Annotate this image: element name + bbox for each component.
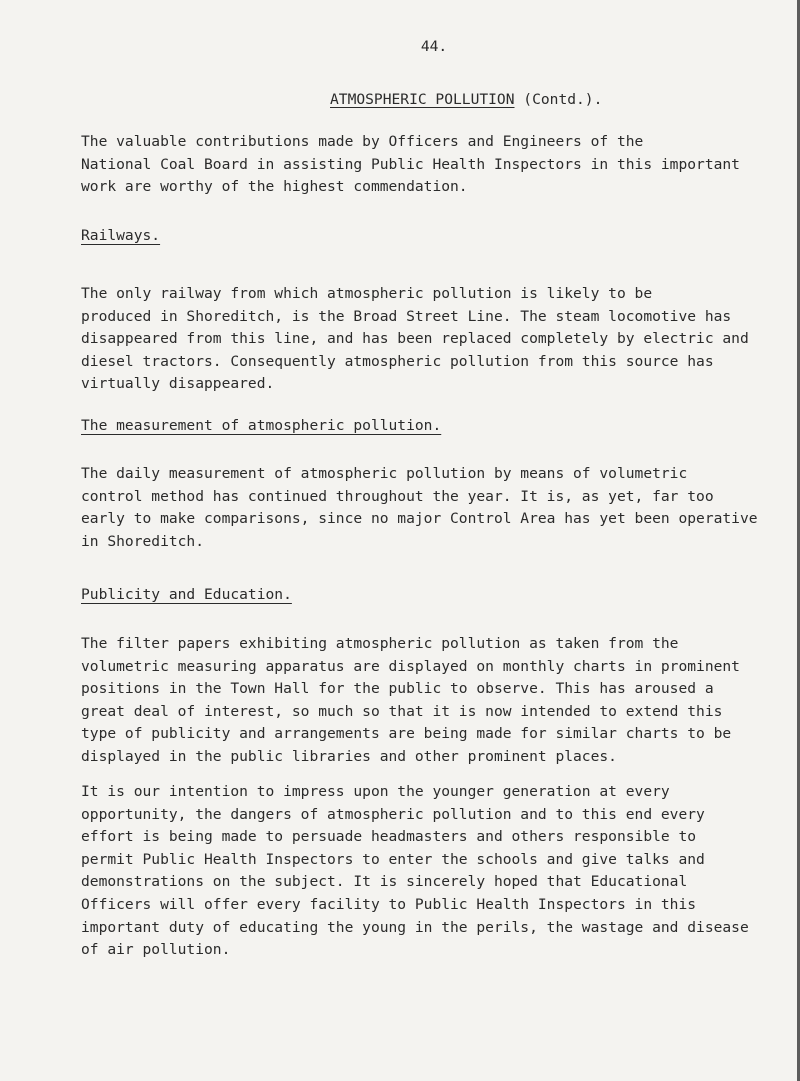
heading-suffix: (Contd.).	[514, 91, 603, 108]
page-heading	[330, 89, 602, 112]
section-heading-publicity: Publicity and Education.	[81, 586, 292, 603]
measurement-paragraph: The daily measurement of atmospheric pollution by means of volumetric control method has continued throughout the year. It is, as yet, far too early to make comparisons, since no major Control Area has yet been operative in Shoreditch.	[81, 465, 758, 550]
heading-title: ATMOSPHERIC POLLUTION	[330, 91, 515, 108]
intro-paragraph: The valuable contributions made by Officers and Engineers of the National Coal Board in assisting Public Health Inspectors in this important work are worthy of the highest commendation.	[81, 133, 740, 196]
publicity-paragraph: The filter papers exhibiting atmospheric pollution as taken from the volumetric measuring apparatus are displayed on monthly charts in prominent positions in the Town Hall for the public to observe. This has aroused a great deal of interest, so much so that it is now intended to extend this type of publicity and arrangements are being made for similar charts to be displayed in the public libraries and other prominent places.	[81, 635, 740, 765]
section-heading-railways: Railways.	[81, 227, 161, 244]
section-heading-measurement: The measurement of atmospheric pollution.	[81, 417, 442, 434]
education-paragraph: It is our intention to impress upon the younger generation at every opportunity, the dangers of atmospheric pollution and to this end every effort is being made to persuade headmasters and others responsible to permit Public Health Inspectors to enter the schools and give talks and demonstrations on the subject. It is sincerely hoped that Educational Officers will offer every facility to Public Health Inspectors in this important duty of educating the young in the perils, the wastage and disease of air pollution.	[81, 783, 749, 959]
railways-paragraph: The only railway from which atmospheric pollution is likely to be produced in Shoreditch, is the Broad Street Line. The steam locomotive has disappeared from this line, and has been replaced completely by electric and diesel tractors. Consequently atmospheric pollution from this source has virtually disappeared.	[81, 285, 749, 393]
page-number: 44.	[420, 38, 448, 55]
